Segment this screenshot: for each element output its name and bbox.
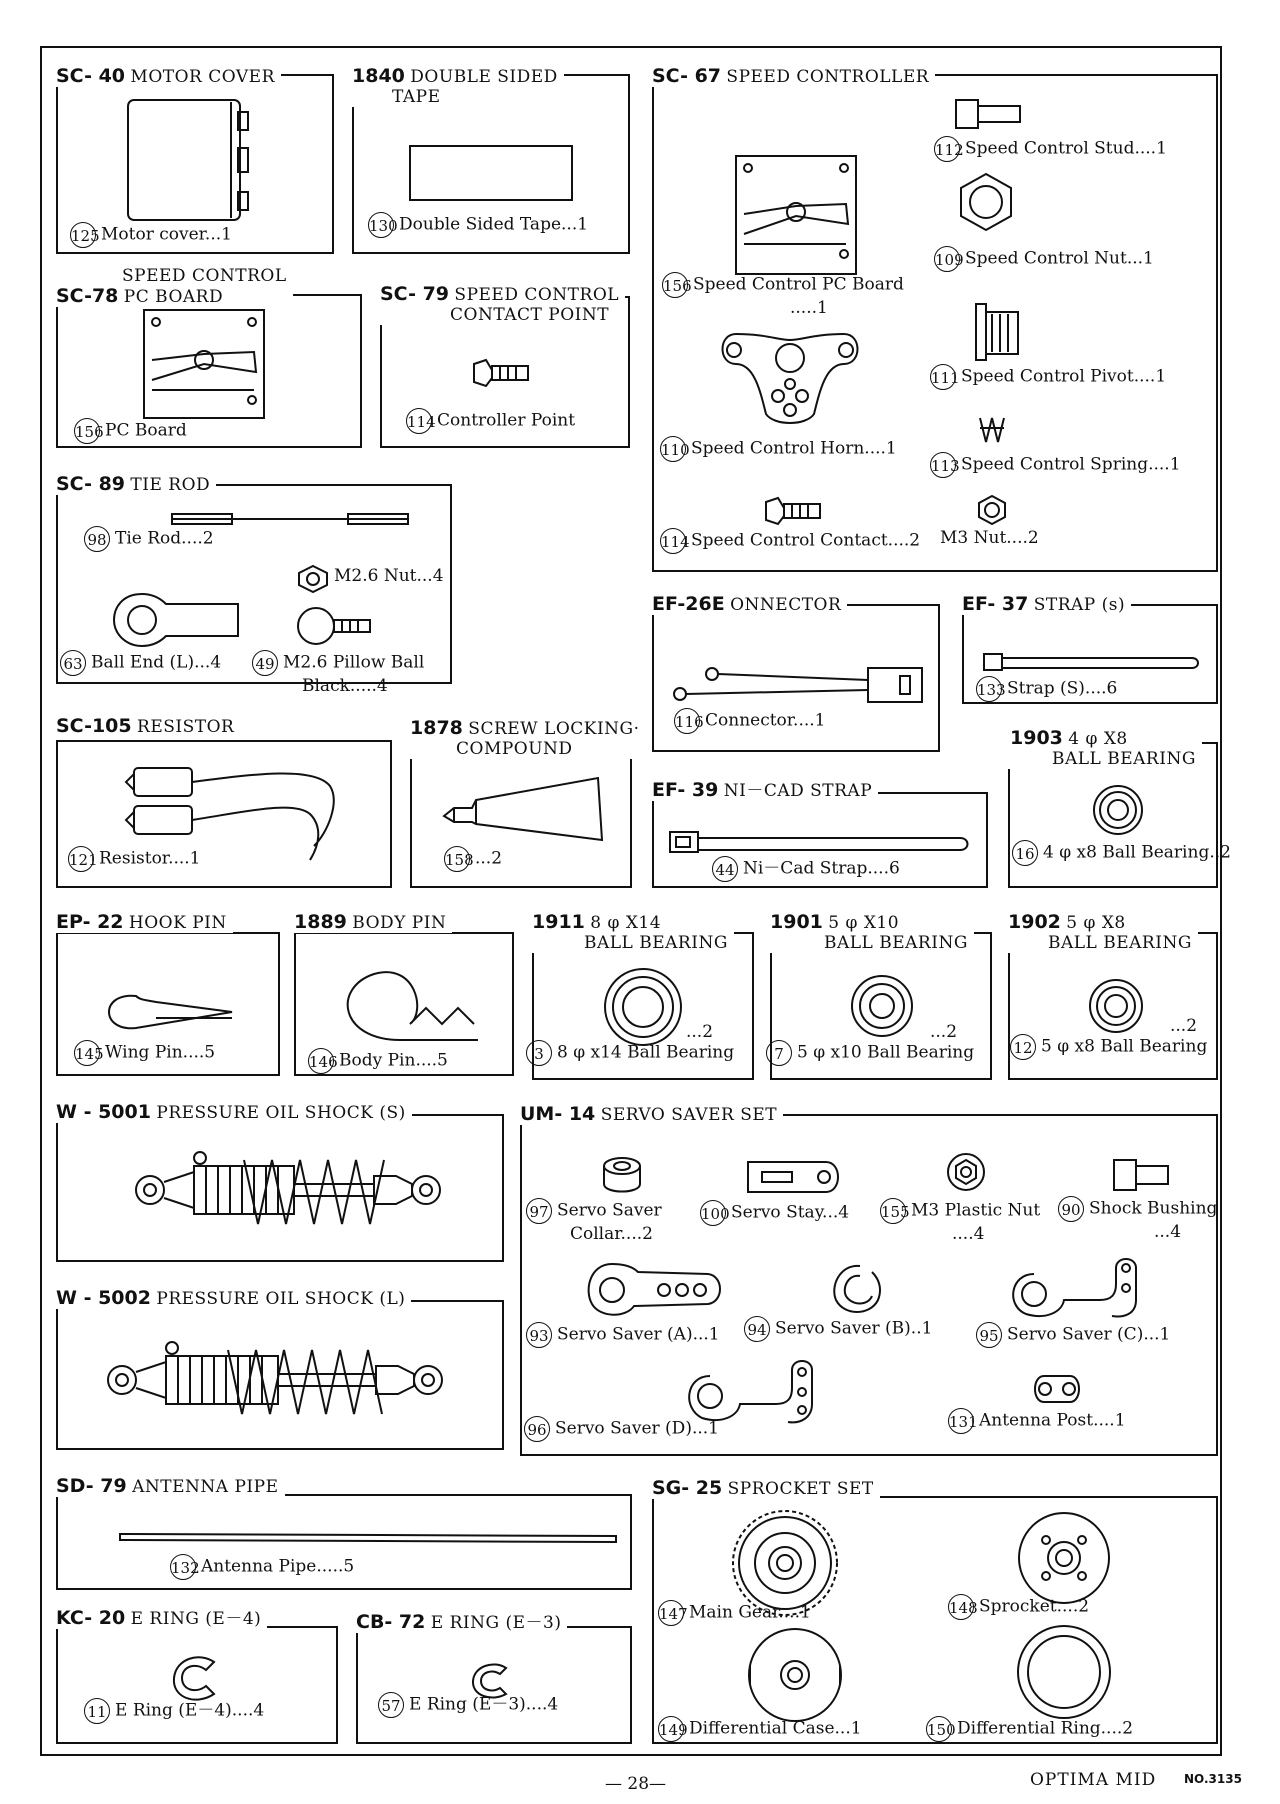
section-1903-header: 1903 4 φ X8 BALL BEARING	[1004, 728, 1202, 769]
servo-saver-b-illustration	[830, 1262, 882, 1314]
part-125: 125Motor cover...1	[70, 222, 232, 248]
part-98: 98 Tie Rod....2	[84, 526, 214, 552]
part-100: 100Servo Stay...4	[700, 1200, 849, 1226]
section-1911-header: 1911 8 φ X14 BALL BEARING	[526, 912, 734, 953]
pillow-ball-illustration	[296, 606, 374, 646]
body-pin-illustration	[330, 968, 480, 1046]
part-110: 110Speed Control Horn....1	[660, 436, 897, 462]
servo-saver-c-illustration	[1004, 1254, 1138, 1320]
e-ring-e4-illustration	[170, 1652, 226, 1704]
part-16: 16 4 φ x8 Ball Bearing..2	[1012, 840, 1231, 866]
differential-ring-illustration	[1016, 1624, 1112, 1720]
tie-rod-illustration	[170, 512, 410, 526]
ball-bearing-5x10-illustration	[850, 974, 914, 1038]
strap-s-illustration	[982, 650, 1202, 674]
part-112: 112Speed Control Stud....1	[934, 136, 1167, 162]
double-sided-tape-illustration	[408, 144, 574, 202]
part-m26-nut: M2.6 Nut...4	[334, 566, 444, 586]
section-1878-header: 1878 SCREW LOCKING· COMPOUND	[404, 718, 646, 759]
section-sc67-header: SC- 67 SPEED CONTROLLER	[646, 66, 935, 87]
part-149: 149Differential Case...1	[658, 1716, 862, 1742]
ball-bearing-4x8-illustration	[1092, 784, 1144, 836]
section-sc78-header: SPEED CONTROL SC-78 PC BOARD	[50, 266, 293, 307]
part-116: 116Connector....1	[674, 708, 825, 734]
ball-end-illustration	[112, 590, 242, 650]
servo-saver-a-illustration	[582, 1260, 724, 1320]
document-number: NO.3135	[1184, 1772, 1242, 1786]
m3-plastic-nut-illustration	[946, 1152, 986, 1192]
section-sd79-header: SD- 79 ANTENNA PIPE	[50, 1476, 285, 1497]
part-44: 44 Ni－Cad Strap....6	[712, 856, 900, 882]
pc-board-illustration	[142, 308, 268, 420]
section-1902-header: 1902 5 φ X8 BALL BEARING	[1002, 912, 1198, 953]
section-ef26e-header: EF-26E ONNECTOR	[646, 594, 847, 615]
section-um14-header: UM- 14 SERVO SAVER SET	[514, 1104, 783, 1125]
differential-case-illustration	[746, 1626, 844, 1724]
part-156-sc67: 156Speed Control PC Board .....1	[662, 272, 904, 318]
part-131: 131Antenna Post....1	[948, 1408, 1126, 1434]
part-109: 109Speed Control Nut...1	[934, 246, 1154, 272]
part-111: 111Speed Control Pivot....1	[930, 364, 1166, 390]
motor-cover-illustration	[126, 98, 266, 228]
part-147: 147Main Gear....1	[658, 1600, 811, 1626]
part-133: 133Strap (S)....6	[976, 676, 1117, 702]
section-sg25-header: SG- 25 SPROCKET SET	[646, 1478, 880, 1499]
section-w5002-header: W - 5002 PRESSURE OIL SHOCK (L)	[50, 1288, 411, 1309]
speed-control-pc-board-illustration	[734, 154, 860, 278]
part-95: 95 Servo Saver (C)...1	[976, 1322, 1170, 1348]
ball-bearing-8x14-illustration	[602, 966, 684, 1048]
antenna-post-illustration	[1030, 1374, 1084, 1404]
screw-locking-compound-illustration	[440, 774, 608, 844]
m3-nut-illustration	[976, 494, 1008, 526]
speed-control-stud-illustration	[954, 98, 1024, 132]
servo-stay-illustration	[746, 1160, 842, 1194]
part-90: 90 Shock Bushing ...4	[1058, 1196, 1217, 1242]
model-name: OPTIMA MID	[1030, 1770, 1157, 1790]
section-sc40-header: SC- 40 MOTOR COVER	[50, 66, 281, 87]
part-146: 146Body Pin....5	[308, 1048, 448, 1074]
speed-control-contact-illustration	[762, 494, 824, 528]
part-7: ...2 7 5 φ x10 Ball Bearing	[766, 1040, 974, 1066]
shock-bushing-illustration	[1112, 1158, 1172, 1192]
speed-control-spring-illustration	[976, 414, 1008, 446]
part-63: 63 Ball End (L)...4	[60, 650, 221, 676]
section-1901-header: 1901 5 φ X10 BALL BEARING	[764, 912, 974, 953]
part-12: ...2 12 5 φ x8 Ball Bearing	[1010, 1034, 1207, 1060]
controller-point-illustration	[470, 356, 532, 390]
ni-cad-strap-illustration	[668, 828, 972, 858]
part-132: 132Antenna Pipe.....5	[170, 1554, 354, 1580]
section-kc20-header: KC- 20 E RING (E－4)	[50, 1608, 267, 1629]
section-1840-header: 1840 DOUBLE SIDED TAPE	[346, 66, 564, 107]
part-114-sc67: 114Speed Control Contact....2	[660, 528, 920, 554]
section-ep22-header: EP- 22 HOOK PIN	[50, 912, 233, 933]
section-sc89-header: SC- 89 TIE ROD	[50, 474, 216, 495]
servo-saver-collar-illustration	[600, 1156, 644, 1194]
connector-illustration	[668, 660, 924, 706]
part-97: 97 Servo Saver Collar....2	[526, 1198, 662, 1244]
part-145: 145Wing Pin....5	[74, 1040, 215, 1066]
part-155: 155M3 Plastic Nut ....4	[880, 1198, 1040, 1244]
speed-control-pivot-illustration	[974, 302, 1024, 362]
wing-pin-illustration	[96, 988, 236, 1038]
part-148: 148Sprocket....2	[948, 1594, 1089, 1620]
section-cb72-header: CB- 72 E RING (E－3)	[350, 1612, 567, 1633]
part-3: ...2 3 8 φ x14 Ball Bearing	[526, 1040, 734, 1066]
shock-s-illustration	[134, 1146, 444, 1232]
part-93: 93 Servo Saver (A)...1	[526, 1322, 720, 1348]
section-sc79-header: SC- 79 SPEED CONTROL CONTACT POINT	[374, 284, 625, 325]
part-94: 94 Servo Saver (B)..1	[744, 1316, 932, 1342]
part-11: 11 E Ring (E－4)....4	[84, 1698, 264, 1724]
section-ef39-header: EF- 39 NI－CAD STRAP	[646, 780, 878, 801]
part-158: 158...2	[444, 846, 502, 872]
part-114-sc79: 114Controller Point	[406, 408, 575, 434]
part-150: 150Differential Ring....2	[926, 1716, 1133, 1742]
section-1889-header: 1889 BODY PIN	[288, 912, 452, 933]
shock-l-illustration	[106, 1336, 446, 1422]
speed-control-nut-illustration	[956, 172, 1016, 232]
part-49: 49 M2.6 Pillow Ball Black.....4	[252, 650, 424, 696]
ball-bearing-5x8-illustration	[1088, 978, 1144, 1034]
part-130: 130Double Sided Tape...1	[368, 212, 588, 238]
section-w5001-header: W - 5001 PRESSURE OIL SHOCK (S)	[50, 1102, 412, 1123]
sprocket-illustration	[1016, 1510, 1112, 1606]
page-number: — 28—	[605, 1774, 667, 1794]
part-113: 113Speed Control Spring....1	[930, 452, 1181, 478]
part-121: 121Resistor....1	[68, 846, 201, 872]
part-96: 96 Servo Saver (D)...1	[524, 1416, 719, 1442]
part-156-sc78: 156PC Board	[74, 418, 187, 444]
antenna-pipe-illustration	[118, 1530, 618, 1544]
part-57: 57 E Ring (E－3)....4	[378, 1692, 558, 1718]
m26-nut-illustration	[296, 564, 330, 594]
section-sc105-header: SC-105 RESISTOR	[50, 716, 240, 737]
speed-control-horn-illustration	[716, 330, 864, 426]
section-ef37-header: EF- 37 STRAP (s)	[956, 594, 1131, 615]
part-m3-nut: M3 Nut....2	[940, 528, 1039, 548]
